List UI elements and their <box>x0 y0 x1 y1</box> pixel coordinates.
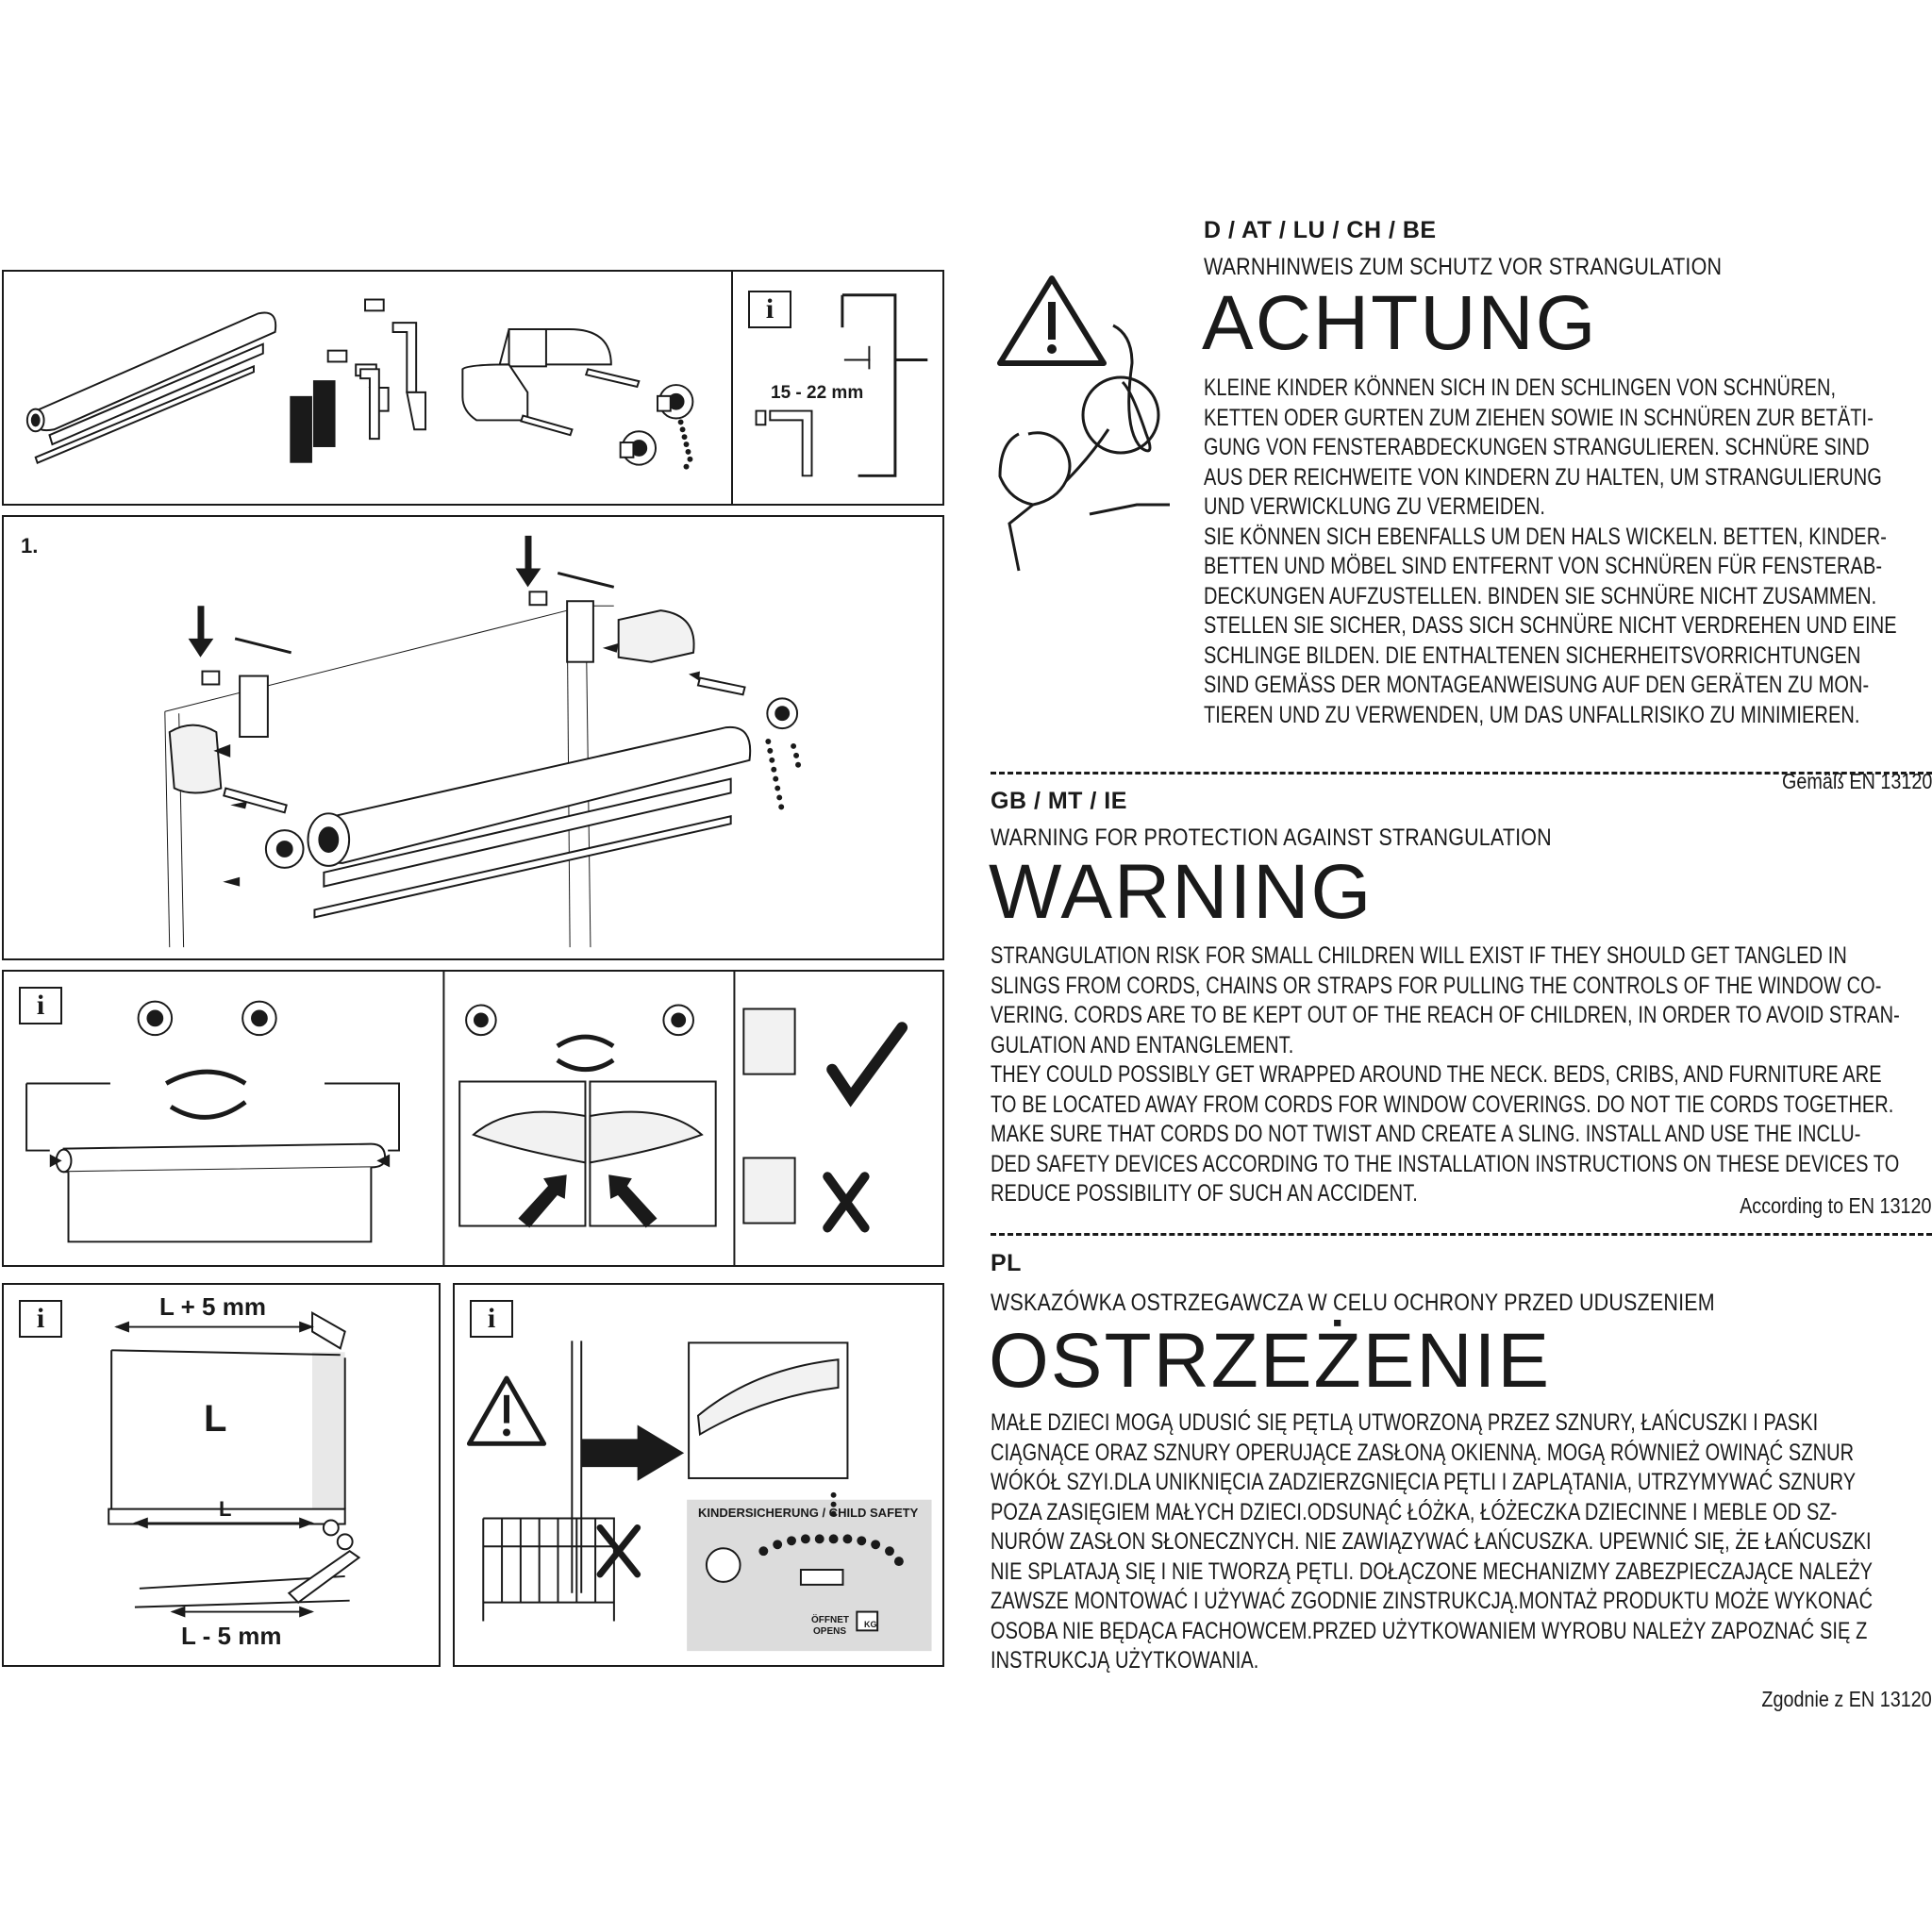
region-label-gb: GB / MT / IE <box>991 788 1127 814</box>
region-label-pl: PL <box>991 1250 1022 1276</box>
parts-overview-panel <box>2 270 733 506</box>
cut-length-illustration <box>4 1285 439 1665</box>
info-icon: i <box>470 1300 513 1338</box>
section-divider <box>991 1233 1932 1236</box>
warning-heading-gb: WARNING <box>989 849 1374 935</box>
installation-illustration <box>4 517 942 958</box>
opens-label-en: OPENS <box>813 1626 847 1637</box>
warning-body-de: KLEINE KINDER KÖNNEN SICH IN DEN SCHLINGEN VON SCHNÜREN, KETTEN ODER GURTEN ZUM ZIEHEN SOWIE IN SCHNÜREN ZUR BETÄTI- GUNG VON FENSTERABDECKUNGEN STRANGULIEREN. SCHNÜRE SIND AUS DER REICHWEITE VON KINDERN ZU HALTEN, UM STRANGULIERUNG UND VERWICKLUNG ZU VERMEIDEN. SIE KÖNNEN SICH EBENFALLS UM DEN HALS WICKELN. BETTEN, KINDER- BETTEN UND MÖBEL SIND ENTFERNT VON SCHNÜREN FÜR FENSTERAB- DECKUNGEN AUFZUSTELLEN. BINDEN SIE SCHNÜRE NICHT ZUSAMMEN. STELLEN SIE SICHER, DASS SICH SCHNÜRE NICHT VERDREHEN UND EINE SCHLINGE BILDEN. DIE ENTHALTENEN SICHERHEITSVORRICHTUNGEN SIND GEMÄSS DER MONTAGEANWEISUNG AUF DEN GERÄTEN ZU MON- TIEREN UND ZU VERWENDEN, UM DAS UNFALLRISIKO ZU MINIMIEREN. <box>1204 375 1897 728</box>
info-icon: i <box>748 291 791 328</box>
child-safety-panel <box>453 1283 944 1667</box>
warning-subtitle-gb: WARNING FOR PROTECTION AGAINST STRANGULATION <box>991 824 1552 851</box>
child-safety-illustration <box>455 1285 942 1665</box>
info-icon: i <box>19 1300 62 1338</box>
child-safety-title: KINDERSICHERUNG / CHILD SAFETY <box>698 1506 919 1520</box>
standard-reference-pl: Zgodnie z EN 13120 <box>1761 1687 1932 1711</box>
length-small-label: L <box>219 1497 232 1521</box>
strangulation-warning-pictogram <box>981 269 1170 590</box>
warning-body-gb: STRANGULATION RISK FOR SMALL CHILDREN WILL EXIST IF THEY SHOULD GET TANGLED IN SLINGS FROM CORDS, CHAINS OR STRAPS FOR PULLING THE CONTROLS OF THE WINDOW CO- VERING. CORDS ARE TO BE KEPT OUT OF THE REACH OF CHILDREN, IN ORDER TO AVOID STRAN- GULATION AND ENTANGLEMENT. THEY COULD POSSIBLY GET WRAPPED AROUND THE NECK. BEDS, CRIBS, AND FURNITURE ARE TO BE LOCATED AWAY FROM CORDS FOR WINDOW COVERINGS. DO NOT TIE CORDS TOGETHER. MAKE SURE THAT CORDS DO NOT TWIST AND CREATE A SLING. INSTALL AND USE THE INCLU- DED SAFETY DEVICES ACCORDING TO THE INSTALLATION INSTRUCTIONS ON THESE DEVICES TO REDUCE POSSIBILITY OF SUCH AN ACCIDENT. <box>991 942 1900 1207</box>
warning-subtitle-pl: WSKAZÓWKA OSTRZEGAWCZA W CELU OCHRONY PRZED UDUSZENIEM <box>991 1290 1715 1316</box>
length-label: L <box>204 1398 227 1440</box>
switch-sides-panel <box>2 970 944 1267</box>
section-divider <box>991 772 1932 774</box>
length-plus-label: L + 5 mm <box>159 1292 266 1321</box>
standard-reference-gb: According to EN 13120 <box>1740 1193 1932 1218</box>
warning-heading-pl: OSTRZEŻENIE <box>989 1318 1552 1404</box>
bracket-gap-panel <box>731 270 944 506</box>
region-label-de: D / AT / LU / CH / BE <box>1204 217 1437 243</box>
length-minus-label: L - 5 mm <box>181 1622 282 1650</box>
warning-body-pl: MAŁE DZIECI MOGĄ UDUSIĆ SIĘ PĘTLĄ UTWORZONĄ PRZEZ SZNURY, ŁAŃCUSZKI I PASKI CIĄGNĄCE ORAZ SZNURY OPERUJĄCE ZASŁONĄ OKIENNĄ. MOGĄ RÓWNIEŻ OWINĄĆ SZNUR WÓKÓŁ SZYI.DLA UNIKNIĘCIA ZADZIERZGNIĘCIA PĘTLI I ZAPLĄTANIA, UTRZYMYWAĆ SZNURY POZA ZASIĘGIEM MAŁYCH DZIECI.ODSUNĄĆ ŁÓŻKA, ŁÓŻECZKA DZIECINNE I MEBLE OD SZ- NURÓW ZASŁON SŁONECZNYCH. NIE ZAWIĄZYWAĆ ŁAŃCUSZKA. UPEWNIĆ SIĘ, ŻE ŁAŃCUSZKI NIE SPLATAJĄ SIĘ I NIE TWORZĄ PĘTLI. DOŁĄCZONE MECHANIZMY ZABEZPIECZAJĄCE NALEŻY ZAWSZE MONTOWAĆ I UŻYWAĆ ZGODNIE ZINSTRUKCJĄ.MONTAŻ PRODUKTU MOŻE WYKONAĆ OSOBA NIE BĘDĄCA FACHOWCEM.PRZED UŻYTKOWANIEM WYROBU NALEŻY ZAPOZNAĆ SIĘ Z INSTRUKCJĄ UŻYTKOWANIA. <box>991 1409 1874 1674</box>
switch-sides-illustration <box>4 972 942 1265</box>
standard-reference-de: Gemäß EN 13120 <box>1781 769 1932 793</box>
parts-overview-illustration <box>4 272 731 504</box>
cut-length-panel <box>2 1283 441 1667</box>
info-icon: i <box>19 987 62 1024</box>
warning-heading-de: ACHTUNG <box>1202 280 1598 366</box>
warning-subtitle-de: WARNHINWEIS ZUM SCHUTZ VOR STRANGULATION <box>1204 254 1723 280</box>
opens-label-de: ÖFFNET <box>811 1615 849 1625</box>
step-1-panel <box>2 515 944 960</box>
step-number: 1. <box>21 534 39 558</box>
bracket-gap-label: 15 - 22 mm <box>771 383 864 403</box>
weight-label: KG <box>864 1620 877 1629</box>
